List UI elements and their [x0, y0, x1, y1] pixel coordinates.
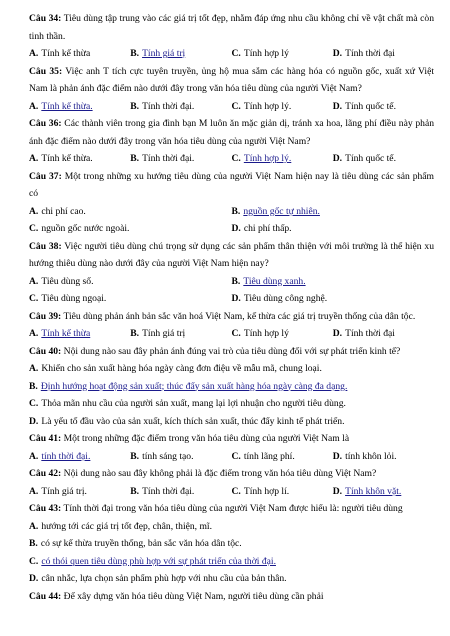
- option-letter: B.: [231, 275, 241, 287]
- question-block: [29, 63, 434, 116]
- answer-option: [130, 483, 231, 501]
- option-text: Tính kế thừa: [41, 48, 91, 59]
- option-text: Tính thời đại: [345, 328, 395, 339]
- option-letter: B.: [130, 328, 140, 339]
- options-row: [29, 45, 434, 63]
- answer-option: [130, 45, 231, 63]
- option-letter: C.: [231, 450, 241, 462]
- answer-option: [333, 325, 434, 343]
- answer-option: [29, 448, 130, 466]
- option-text: Tiêu dùng ngoại.: [41, 293, 107, 304]
- option-text-correct: Tính hợp lý.: [243, 153, 292, 164]
- options-row: [29, 98, 434, 116]
- option-text-correct: tính thời đại.: [41, 450, 91, 462]
- question-text: [29, 308, 434, 326]
- option-text-correct: Tính kế thừa: [41, 328, 91, 339]
- question-label: Câu 44:: [29, 590, 62, 602]
- question-block: [29, 465, 434, 500]
- answer-option: [232, 150, 333, 168]
- answer-option: [232, 45, 333, 63]
- answer-option: [232, 448, 333, 466]
- option-letter: C.: [231, 485, 241, 497]
- answer-option: [29, 325, 130, 343]
- question-label: Câu 43:: [29, 503, 62, 514]
- option-text: Tính quốc tế.: [345, 153, 396, 164]
- option-letter: A.: [29, 450, 39, 462]
- option-letter: A.: [29, 275, 39, 287]
- answer-option: [29, 570, 434, 588]
- option-letter: B.: [130, 485, 140, 497]
- answer-option: [232, 325, 333, 343]
- question-label: Câu 41:: [29, 433, 62, 444]
- option-text: Tính thời đại.: [142, 485, 195, 497]
- option-letter: C.: [231, 328, 241, 339]
- options-row: [29, 203, 434, 221]
- question-stem: Một trong những đặc điểm trong văn hóa tiêu dùng của người Việt Nam là: [63, 433, 350, 444]
- answer-option: [29, 553, 434, 571]
- option-letter: B.: [130, 100, 140, 112]
- option-text: Là yếu tố đầu vào của sản xuất, kích thích sản xuất, thúc đẩy kinh tế phát triển.: [41, 415, 345, 427]
- option-text: Tính thời đại: [345, 48, 395, 59]
- question-block: [29, 343, 434, 431]
- options-row: [29, 483, 434, 501]
- option-text-correct: Tính giá trị: [142, 48, 186, 59]
- question-stem: Việc anh T tích cực tuyên truyền, ủng hộ mua sắm các hàng hóa có nguồn gốc, xuất xứ Việt Nam là phản ánh đặc điểm nào dưới đây trong văn hóa tiêu dùng của người Việt Nam?: [29, 65, 434, 94]
- option-text-correct: Định hướng hoạt động sản xuất; thúc đẩy sản xuất hàng hóa ngày càng đa dạng.: [40, 380, 348, 392]
- answer-option: [130, 150, 231, 168]
- question-stem: Các thành viên trong gia đình bạn M luôn ăn mặc giản dị, tránh xa hoa, lãng phí điều này phản ánh đặc điểm nào dưới đây trong văn hóa tiêu dùng của người Việt Nam?: [29, 118, 435, 147]
- option-text: Tính hợp lý: [243, 48, 289, 59]
- answer-option: [29, 360, 434, 378]
- option-letter: A.: [29, 100, 39, 112]
- question-stem: Nội dung nào sau đây phản ánh đúng vai trò của tiêu dùng đối với sự phát triển kinh tế?: [63, 345, 401, 357]
- option-text: hướng tới các giá trị tốt đẹp, chân, thiện, mĩ.: [41, 520, 212, 532]
- option-letter: A.: [29, 328, 39, 339]
- option-letter: C.: [29, 223, 39, 234]
- option-text: Tính hợp lý: [243, 328, 289, 339]
- question-text: [29, 343, 434, 361]
- answer-option: [29, 483, 130, 501]
- option-text: tính lãng phí.: [243, 450, 295, 462]
- option-text: có sự kế thừa truyền thống, bản sắc văn hóa dân tộc.: [40, 538, 242, 549]
- question-stem: Tính thời đại trong văn hóa tiêu dùng của người Việt Nam được hiểu là: người tiêu dùng: [63, 503, 403, 514]
- option-text: Tiêu dùng số.: [41, 275, 94, 287]
- option-text: Tính hợp lí.: [243, 485, 290, 497]
- answer-option: [130, 448, 231, 466]
- question-stem: Tiêu dùng tập trung vào các giá trị tốt đẹp, nhằm đáp ứng nhu cầu không chỉ về vật chất mà còn tinh thần.: [29, 13, 435, 42]
- option-letter: C.: [29, 555, 39, 567]
- answer-option: [232, 203, 435, 221]
- option-letter: B.: [231, 205, 241, 217]
- option-letter: D.: [231, 223, 241, 234]
- options-row: [29, 290, 434, 308]
- answer-option: [29, 395, 434, 413]
- answer-option: [333, 150, 434, 168]
- answer-option: [333, 483, 434, 501]
- option-text: tính khôn lỏi.: [345, 450, 397, 462]
- option-letter: D.: [29, 573, 39, 584]
- question-block: [29, 10, 434, 63]
- option-text: Tính thời đại.: [142, 153, 195, 164]
- option-letter: D.: [332, 485, 343, 497]
- question-text: [29, 588, 434, 606]
- answer-option: [29, 535, 434, 553]
- options-row: [29, 448, 434, 466]
- answer-option: [29, 220, 232, 238]
- option-text: Tính thời đại.: [142, 100, 195, 112]
- question-block: [29, 115, 434, 168]
- question-block: [29, 430, 434, 465]
- option-text: Tính quốc tế.: [345, 100, 396, 112]
- question-text: [29, 238, 434, 273]
- question-label: Câu 39:: [29, 310, 62, 322]
- option-letter: B.: [130, 48, 140, 59]
- answer-option: [232, 483, 333, 501]
- option-letter: D.: [332, 450, 343, 462]
- option-letter: D.: [332, 100, 343, 112]
- option-letter: C.: [231, 48, 241, 59]
- question-text: [29, 430, 434, 448]
- answer-option: [29, 378, 434, 396]
- option-letter: A.: [29, 485, 39, 497]
- option-letter: D.: [332, 153, 343, 164]
- option-text: Tính giá trị: [142, 328, 186, 339]
- question-text: [29, 63, 434, 98]
- answer-option: [29, 290, 232, 308]
- answer-option: [130, 98, 231, 116]
- option-text-correct: nguồn gốc tự nhiên.: [243, 205, 320, 217]
- answer-option: [29, 203, 232, 221]
- answer-option: [333, 98, 434, 116]
- options-row: [29, 150, 434, 168]
- option-letter: D.: [231, 293, 241, 304]
- question-block: [29, 308, 434, 343]
- option-letter: B.: [29, 538, 38, 549]
- question-text: [29, 168, 434, 203]
- option-letter: D.: [332, 328, 343, 339]
- option-text: nguồn gốc nước ngoài.: [41, 223, 130, 234]
- question-stem: Việc người tiêu dùng chú trọng sử dụng các sản phẩm thân thiện với môi trường là thể hiện xu hướng thiêu dùng nào dưới đây của người Việt Nam hiện nay?: [29, 240, 434, 269]
- option-letter: C.: [29, 398, 39, 409]
- answer-option: [29, 98, 130, 116]
- question-block: [29, 168, 434, 238]
- option-text: Thỏa mãn nhu cầu của người sản xuất, mang lại lợi nhuận cho người tiêu dùng.: [41, 398, 346, 409]
- answer-option: [29, 518, 434, 536]
- option-letter: A.: [29, 205, 39, 217]
- option-text-correct: Tính kế thừa.: [41, 100, 93, 112]
- option-text: tính sáng tạo.: [142, 450, 194, 462]
- option-text: Tiêu dùng công nghệ.: [243, 293, 328, 304]
- options-row: [29, 273, 434, 291]
- option-letter: B.: [130, 450, 140, 462]
- question-text: [29, 115, 434, 150]
- option-letter: A.: [29, 48, 39, 59]
- option-letter: B.: [130, 153, 140, 164]
- options-row: [29, 220, 434, 238]
- answer-option: [232, 290, 435, 308]
- option-letter: A.: [29, 520, 39, 532]
- option-text: chi phí thấp.: [243, 223, 292, 234]
- question-text: [29, 10, 434, 45]
- question-stem: Để xây dựng văn hóa tiêu dùng Việt Nam, người tiêu dùng cần phải: [63, 590, 324, 602]
- question-label: Câu 38:: [29, 240, 62, 252]
- option-text: cân nhắc, lựa chọn sản phẩm phù hợp với nhu cầu của bản thân.: [41, 573, 287, 584]
- option-text: Tính giá trị.: [41, 485, 87, 497]
- options-row: [29, 325, 434, 343]
- question-text: [29, 465, 434, 483]
- answer-option: [232, 98, 333, 116]
- option-text: chi phí cao.: [41, 205, 86, 217]
- question-label: Câu 35:: [29, 65, 63, 77]
- answer-option: [333, 448, 434, 466]
- answer-option: [29, 413, 434, 431]
- answer-option: [130, 325, 231, 343]
- question-stem: Tiêu dùng phản ánh bản sắc văn hoá Việt Nam, kế thừa các giá trị truyền thống của dân tộc.: [63, 310, 416, 322]
- option-letter: A.: [29, 153, 39, 164]
- option-text-correct: có thói quen tiêu dùng phù hợp với sự phát triển của thời đại.: [41, 555, 276, 567]
- option-text-correct: Tính khôn vặt.: [345, 485, 402, 497]
- option-letter: D.: [332, 48, 343, 59]
- question-label: Câu 34:: [29, 13, 62, 24]
- answer-option: [29, 150, 130, 168]
- question-stem: Một trong những xu hướng tiêu dùng của người Việt Nam hiện nay là tiêu dùng các sản phẩm có: [29, 170, 435, 199]
- question-text: [29, 500, 434, 518]
- question-block: [29, 500, 434, 588]
- option-text: Khiến cho sản xuất hàng hóa ngày càng đơn điệu về mẫu mã, chung loại.: [41, 363, 322, 374]
- question-block: [29, 588, 434, 606]
- option-text: Tính kế thừa.: [41, 153, 93, 164]
- answer-option: [29, 273, 232, 291]
- answer-option: [29, 45, 130, 63]
- answer-option: [232, 220, 435, 238]
- option-text: Tính hợp lý.: [243, 100, 292, 112]
- question-label: Câu 36:: [29, 118, 62, 129]
- option-letter: D.: [29, 415, 39, 427]
- question-block: [29, 238, 434, 308]
- option-letter: C.: [231, 153, 241, 164]
- option-letter: A.: [29, 363, 39, 374]
- question-label: Câu 42:: [29, 468, 62, 479]
- answer-option: [333, 45, 434, 63]
- option-letter: C.: [231, 100, 241, 112]
- question-label: Câu 40:: [29, 345, 62, 357]
- option-letter: B.: [29, 380, 38, 392]
- option-letter: C.: [29, 293, 39, 304]
- question-stem: Nội dung nào sau đây không phải là đặc điểm trong văn hóa tiêu dùng Việt Nam?: [63, 468, 377, 479]
- question-label: Câu 37:: [29, 170, 62, 182]
- answer-option: [232, 273, 435, 291]
- option-text-correct: Tiêu dùng xanh.: [243, 275, 306, 287]
